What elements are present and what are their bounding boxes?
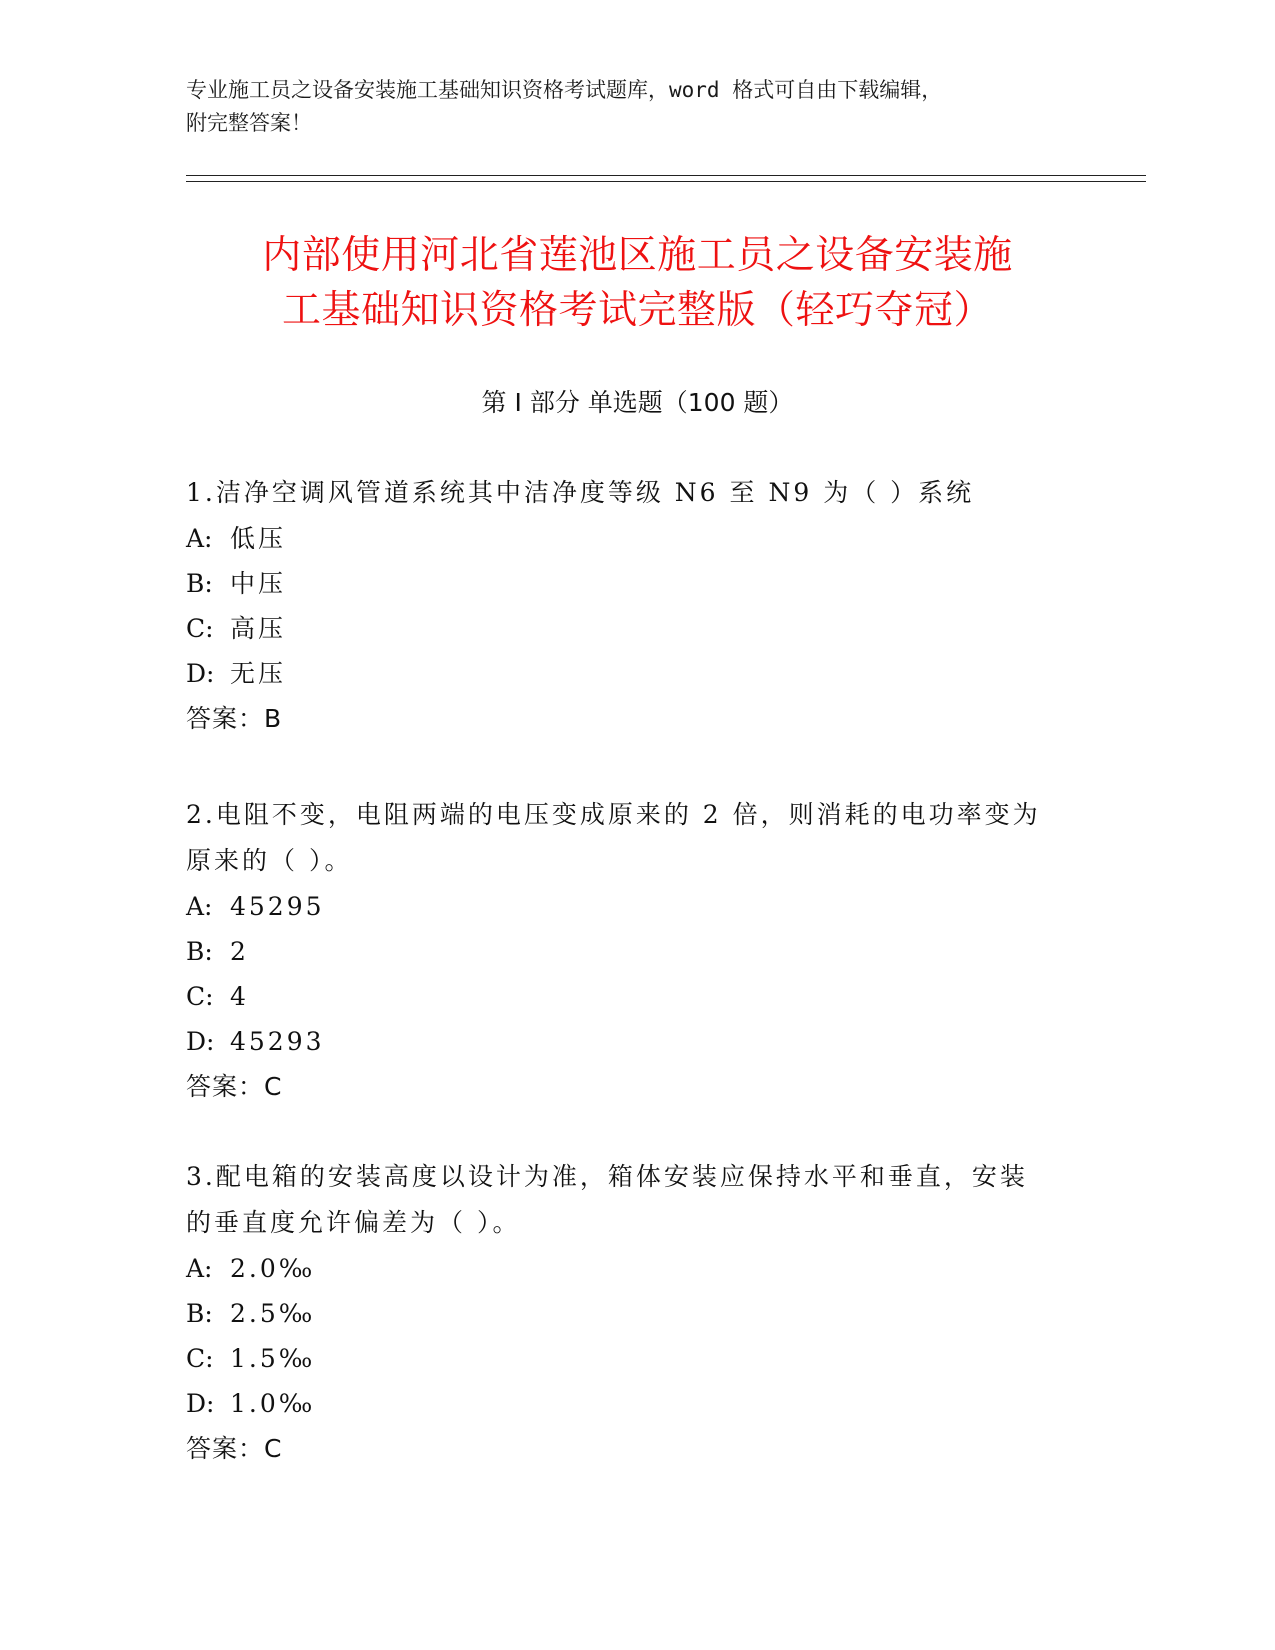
option-key: C: bbox=[186, 982, 214, 1011]
option-text: 45293 bbox=[230, 1027, 325, 1056]
option-a bbox=[186, 1246, 1066, 1291]
option-text: 4 bbox=[230, 982, 249, 1011]
option-key: B: bbox=[186, 1299, 213, 1328]
option-key: A: bbox=[186, 892, 213, 921]
answer-line: 答案：C bbox=[186, 1072, 283, 1101]
option-d bbox=[186, 1019, 1066, 1064]
option-text: 1.5‰ bbox=[230, 1344, 316, 1373]
option-d bbox=[186, 1381, 1066, 1426]
option-text: 45295 bbox=[230, 892, 325, 921]
option-key: D: bbox=[186, 1027, 215, 1056]
option-text: 无压 bbox=[230, 659, 287, 688]
question-block bbox=[186, 470, 1066, 742]
option-key: A: bbox=[186, 524, 213, 553]
question-block bbox=[186, 792, 1066, 1110]
option-key: C: bbox=[186, 1344, 214, 1373]
header-note-line: 附完整答案！ bbox=[186, 111, 312, 135]
option-text: 2.0‰ bbox=[230, 1254, 316, 1283]
option-a bbox=[186, 884, 1066, 929]
option-key: B: bbox=[186, 569, 213, 598]
header-note bbox=[186, 74, 1086, 140]
option-c bbox=[186, 606, 1066, 651]
option-key: B: bbox=[186, 937, 213, 966]
option-text: 1.0‰ bbox=[230, 1389, 316, 1418]
option-text: 2.5‰ bbox=[230, 1299, 316, 1328]
option-b bbox=[186, 929, 1066, 974]
question-stem: 原来的（ ）。 bbox=[186, 846, 353, 875]
question-stem: 3.配电箱的安装高度以设计为准，箱体安装应保持水平和垂直，安装 bbox=[186, 1162, 1028, 1191]
question-stem: 2.电阻不变，电阻两端的电压变成原来的 2 倍，则消耗的电功率变为 bbox=[186, 800, 1041, 829]
option-key: D: bbox=[186, 659, 215, 688]
question-block bbox=[186, 1154, 1066, 1472]
question-stem: 的垂直度允许偏差为（ ）。 bbox=[186, 1208, 521, 1237]
header-divider bbox=[186, 181, 1146, 182]
option-d bbox=[186, 651, 1066, 696]
answer-line: 答案：C bbox=[186, 1434, 283, 1463]
option-text: 高压 bbox=[230, 614, 287, 643]
option-text: 中压 bbox=[230, 569, 287, 598]
option-text: 2 bbox=[230, 937, 249, 966]
section-heading: 第 I 部分 单选题（100 题） bbox=[481, 388, 794, 417]
title-line: 工基础知识资格考试完整版（轻巧夺冠） bbox=[281, 288, 993, 333]
answer-line: 答案：B bbox=[186, 704, 283, 733]
title-line: 内部使用河北省莲池区施工员之设备安装施 bbox=[262, 233, 1013, 278]
header-note-line: 专业施工员之设备安装施工基础知识资格考试题库，word 格式可自由下载编辑， bbox=[186, 78, 943, 102]
option-b bbox=[186, 561, 1066, 606]
option-a bbox=[186, 516, 1066, 561]
option-c bbox=[186, 974, 1066, 1019]
document-title bbox=[186, 228, 1089, 338]
option-key: C: bbox=[186, 614, 214, 643]
header-divider bbox=[186, 175, 1146, 176]
question-stem: 1.洁净空调风管道系统其中洁净度等级 N6 至 N9 为（ ）系统 bbox=[186, 478, 975, 507]
option-c bbox=[186, 1336, 1066, 1381]
option-key: D: bbox=[186, 1389, 215, 1418]
option-b bbox=[186, 1291, 1066, 1336]
option-text: 低压 bbox=[230, 524, 287, 553]
option-key: A: bbox=[186, 1254, 213, 1283]
